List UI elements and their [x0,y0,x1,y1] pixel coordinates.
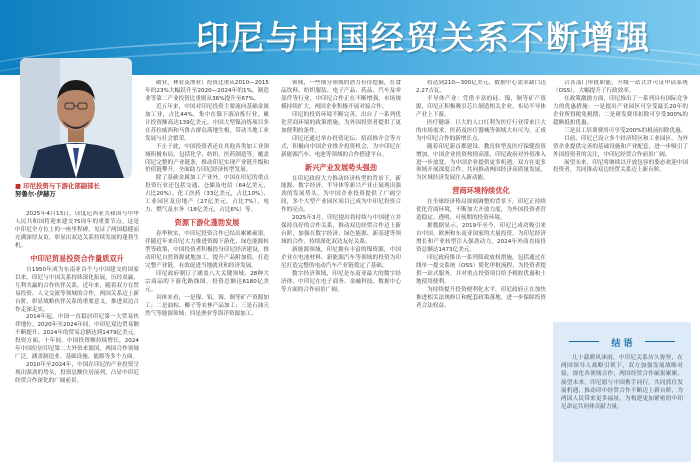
article-paragraph: 2025年4月13日，印度尼西亚共和国与中华人民共和国将迎来建交75周年的重要节点。这是中印尼全方位上的一座里程碑，见证了两国稳健而充满深厚友谊，彰显出双边关系持续发展的蓬勃生机。 [15,211,139,249]
article-paragraph: 2014年起，中国一直稳居印尼第一大贸易伙伴地位。2020年至2024年间，中印尼双边贸易额不断提升，2024年的贸易总额达到1479亿美元。投资方面，十年间，中国投资额持续增长，2024年中国位居印尼第二大外资来源国，两国合作领域广泛，涵盖制造业、基础设施、能源等多个方面。 [15,314,139,361]
section-heading: 中印尼贸易投资合作量质双升 [30,253,124,263]
article-paragraph: 数字经济领域，印尼是东南亚最大的数字经济体，中印尼在电子商务、金融科技、数据中心等方面的合作前景广阔。 [281,270,401,293]
article-paragraph: 印尼政府推出一系列简政放权措施，包括通过在线单一提交系统（OSS）简化审批流程，为投资者提供一站式服务，并对重点投资项目给予税收优惠和土地使用便利。 [416,255,546,285]
article-paragraph: 在政策激励方面，印尼推出了一系列具有国际竞争力的优惠措施：一是提出产业园区可享受最长20年的企业所得税免税期；二是研发费用扣除可享受300%的超额抵扣优惠。 [553,95,688,126]
author-name: 努鲁尔·伊赫万 [15,190,56,198]
article-paragraph: 领域，一些细分领域的潜力有待挖掘，在食品饮料、纺织服装、电子产品、药品、汽车及零部件等行业，中印尼合作正在不断增强，市场规模持续扩大，两国企业积极开展对接合作。 [281,80,401,110]
article-paragraph: 医疗健康：巨大的人口红利为医疗行业带来巨大的市场需求，医药及医疗器械等领域大有可为，正成为中印尼合作的新增长点。 [416,119,546,142]
article-paragraph: 春华秋实，中印尼投资合作已结出累累硕果。伴随近年来印尼大力推进资源下游化、绿色能源转型等政策，中国投资者积极投身印尼经济建设，推动印尼自然资源就地加工，提升产品附加值，打造完整产业链，有效促进当地就业和经济发展。 [145,231,269,270]
article-paragraph: 2025年3月，印尼提出将持续与中国建立并保持良好的合作关系，推动双边经贸合作迈上新台阶，加强在数字经济、绿色能源、新基建等领域的合作，持续深化双边友好关系。 [281,215,401,246]
conclusion-box [553,322,691,462]
section-heading: 新兴产业发展势头强劲 [305,162,377,172]
article-paragraph: 印尼的投资环境不断完善，出台了一系列优化营商环境的政策措施，为外国投资者提供了更加便利的条件。 [281,111,401,134]
author-portrait [20,58,132,178]
article-paragraph: 除了基础金属加工产业外，中国在印尼的重点投资行业还包括交通、仓储及电信（64亿美元，占比20%）、化工医药（33亿美元，占比10%）、工业园区及房地产（27亿美元，占比7%）、电力、燃气及水务（18亿美元，占比6%）等。 [145,175,269,214]
conclusion-divider [645,341,675,342]
article-paragraph: 将达到210—300亿美元，数据中心需求缺口达2.27吉瓦。 [416,80,546,94]
article-paragraph: 破业，林业及渔业）投资比重从2010—2015年的23%大幅跃升至2020—2024年的1%，制造业等第二产业投资比重则从36%提升至67%。 [145,80,269,102]
article-paragraph: 为持续提升投资便利化水平，印尼政府正在加快推进相关法规修订和配套政策落地，进一步保障投资者合法权益。 [416,286,546,309]
article-paragraph: 半导体产业：凭借丰富的硅、镍、铜等矿产资源，印尼正积极吸引芯片制造相关企业，布局半导体产业上下游。 [416,95,546,118]
article-column-1 [15,211,139,467]
article-paragraph: 2010年至2024年，中国在印尼的产业投资呈现出强劲的势头，投资总额位居前列，凸显中印尼经贸合作深化的广阔前景。 [15,362,139,385]
article-paragraph: 合各部门审批职能，升级一站式许可证申请系统（OSS），大幅提升了行政效率。 [553,80,688,94]
section-heading: 资源下游化蓬勃发展 [174,218,240,228]
article-paragraph: 随着印尼新首都建设、教育转型及医疗保健投资增加，中国企业投资热情高涨，印尼政府对外资准入进一步放宽，为中国企业提供更多机遇，双方在更多领域开展深度合作，共同推动两国经济高质量发展，为区域经济发展注入新动能。 [416,143,546,182]
author-caption [15,182,140,198]
author-portrait-image [20,58,132,178]
author-title: ■ 印尼投资与下游化部副部长 [15,182,100,190]
article-paragraph: 印尼还通过举办投资论坛、招商推介会等方式，积极向中国企业推介投资机会，为中印尼在新能源汽车、电池等领域的合作搭建平台。 [281,135,401,158]
article-paragraph: 三是员工培训费用可享受200%的税前扣除优惠。 [564,127,687,134]
page-title: 印尼与中国经贸关系不断增强 [196,18,651,57]
article-paragraph: 在印尼政府大力推动经济转型的背景下，新能源、数字经济、半导体等新兴产业正展现出强劲的发展势头，为中国企业投资提供了广阔空间，多个大型产业园区项目已成为中印尼投资合作的亮点。 [281,175,401,214]
article-paragraph: 在全球经济格局深刻调整的背景下，印尼正持续优化营商环境，不断加大开放力度，为外国投资者营造稳定、透明、可预期的投资环境。 [416,199,546,222]
article-column-4 [416,80,546,467]
article-column-3 [281,80,401,467]
article-paragraph: 新能源领域，印尼拥有丰富的镍资源，中国企业在电池材料、新能源汽车等领域的投资为印尼打造完整的电动汽车产业链奠定了基础。 [281,247,401,270]
conclusion-heading: 结 语 [611,339,633,349]
article-paragraph: 具体来看，一是镍、铝、锡、铜等矿产资源加工；二是油棕、椰子等农林产品加工；三是石油天然气等能源领域；四是渔业等海洋资源加工。 [145,294,269,317]
article-column-2 [145,80,269,467]
article-paragraph: 据数据显示，2019年至今，印尼已成功吸引来自中国、欧洲和东南亚国家的大量投资，为印尼经济增长和产业转型注入强劲动力，2024年外商直接投资总额达1473亿美元。 [416,223,546,254]
article-paragraph: 近五年来，中国对印尼投资主要流向基础金属加工业，占比44%，集中在镍下游冶炼行业，累计投资额高达139亿美元。中国大型镍冶炼项目多在苏拉威西和马鲁古群岛落地生根，带动当地工业发展与社会繁荣。 [145,103,269,142]
conclusion-body: 几十载耕风沐雨，中印尼关系历久弥坚，在两国领导人战略引领下，双方加强发展战略对接，深化各领域合作，两国经贸合作硕果累累。展望未来，印尼愿与中国携手同行，共同抓住发展机遇，推动印中经贸合作不断迈上新台阶，为两国人民带来更多福祉，为构建更加紧密的中印尼命运共同体贡献力量。 [561,355,683,411]
article-paragraph: 印尼政府制订了涵盖八大关键领域、28种大宗商品的下游化路线图，投资总额达6180亿美元。 [145,270,269,293]
article-column-5 [553,80,688,310]
article-paragraph: 自1950年成为东南亚首个与中国建交的国家以来，印尼与中国关系持续深化拓展，历经双赢、互利共赢的合作伙伴关系。近年来，随着双方在贸易投资、人文交流等领域的合作，两国关系迈上新台阶，彰显战略伙伴关系的重要意义，推进双边合作走深走实。 [15,266,139,313]
section-heading: 营商环境持续优化 [452,186,510,196]
article-paragraph: 不止于此，中国投资者还在其他各类加工业领域积极布局，包括化学、纺织、医药制造等，覆盖印尼完整的产业链条，推动印尼实现产业链升级和价值链攀升，全面助力印尼经济转型发展。 [145,143,269,174]
article-paragraph: 目前，印尼已设立多个经济特区和工业园区，为外资企业提供完善的基础设施和产业配套，进一步吸引了外国投资者的关注，中印尼经贸合作前景广阔。 [553,135,688,158]
article-paragraph: 展望未来，印尼将继续以开放包容的姿态欢迎中国投资者，共同推动双边经贸关系迈上新台阶。 [553,159,688,174]
